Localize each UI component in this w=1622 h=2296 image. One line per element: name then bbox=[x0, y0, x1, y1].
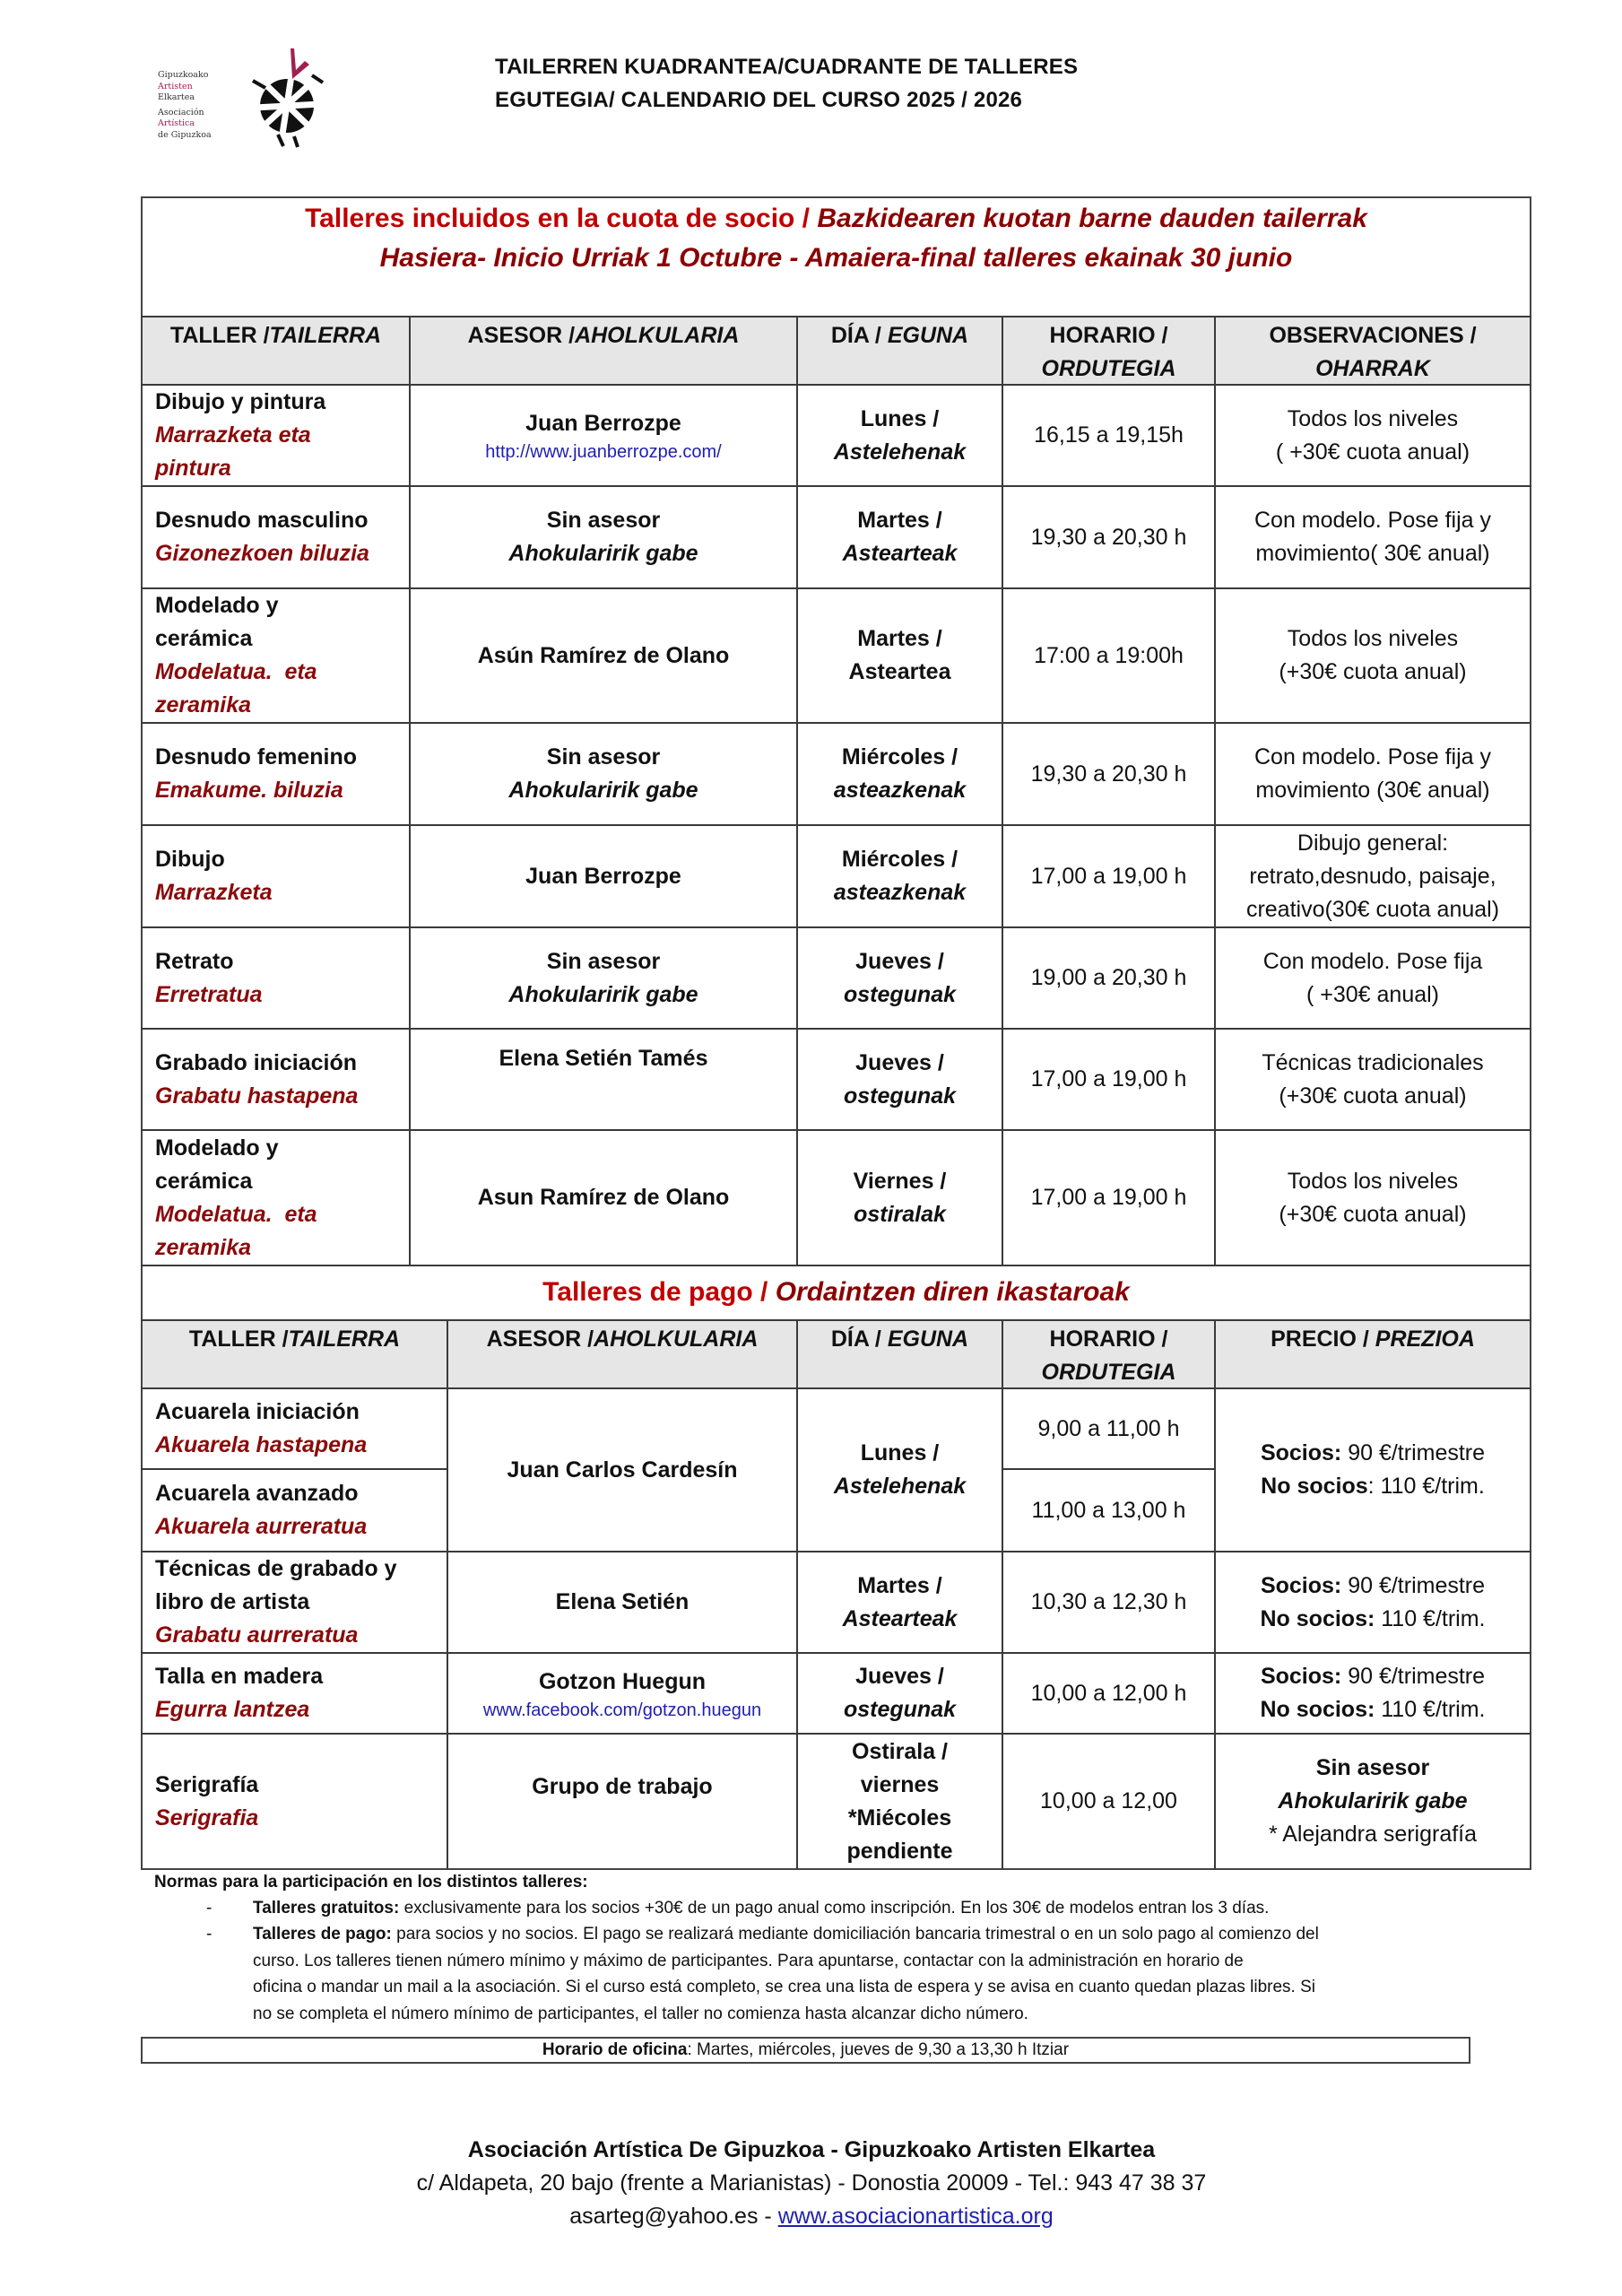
element bbox=[1261, 1437, 1485, 1470]
table-row-dia bbox=[798, 1552, 1002, 1652]
text-item1-label: Talleres gratuitos: bbox=[253, 1899, 400, 1918]
logo bbox=[152, 43, 332, 155]
text-es: HORARIO / bbox=[1049, 1326, 1168, 1352]
text-dia2: viernes bbox=[860, 1771, 940, 1797]
text-dia3: *Miécoles bbox=[847, 1805, 952, 1831]
table-row-dia bbox=[798, 1389, 1002, 1551]
element bbox=[1261, 1693, 1486, 1726]
table-row-dia bbox=[798, 1735, 1002, 1868]
table-row-horario bbox=[1003, 928, 1214, 1028]
table-row-asesor bbox=[411, 386, 796, 485]
element bbox=[294, 136, 298, 147]
asesor-website-link[interactable]: http://www.juanberrozpe.com/ bbox=[485, 442, 722, 462]
text-eu: TAILERRA bbox=[288, 1326, 401, 1352]
text-dia: Miércoles / bbox=[841, 744, 958, 770]
text-taller: Serigrafía bbox=[155, 1771, 259, 1797]
text-asesor: Elena Setién Tamés bbox=[499, 1046, 708, 1071]
section1-title-block bbox=[141, 199, 1531, 278]
table-row-taller bbox=[143, 826, 409, 926]
table-row-observaciones bbox=[1216, 1030, 1530, 1129]
text-price-socios-value: 90 €/trimestre bbox=[1341, 1440, 1486, 1465]
element bbox=[189, 1323, 400, 1356]
table-row-taller bbox=[143, 928, 409, 1028]
text-horario: 19,30 a 20,30 h bbox=[1030, 524, 1187, 550]
logo-line: de Gipuzkoa bbox=[158, 129, 212, 140]
text-es: DÍA / bbox=[830, 1326, 888, 1352]
text-obs2: (+30€ cuota anual) bbox=[1279, 659, 1467, 684]
text-tailerra: Serigrafia bbox=[155, 1805, 259, 1831]
text-tailerra: Gizonezkoen biluzia bbox=[155, 541, 369, 566]
text-obs1: Todos los niveles bbox=[1287, 626, 1459, 651]
table-row-asesor bbox=[448, 1654, 796, 1733]
text-dia: Martes / bbox=[857, 1572, 942, 1598]
footer bbox=[269, 2134, 1354, 2233]
column-header-dia bbox=[798, 1321, 1002, 1387]
column-header-dia bbox=[798, 317, 1002, 384]
text-eu: PREZIOA bbox=[1375, 1326, 1475, 1352]
text-dia: Martes / bbox=[857, 508, 942, 533]
text-obs2: movimiento (30€ anual) bbox=[1255, 778, 1490, 803]
footer-email[interactable]: asarteg@yahoo.es bbox=[569, 2204, 759, 2229]
text-tailerra: Modelatua. eta zeramika bbox=[155, 659, 324, 718]
text-sep: - bbox=[758, 2204, 778, 2229]
text-dia: Lunes / bbox=[860, 405, 940, 431]
text-asesor: Juan Carlos Cardesín bbox=[507, 1457, 738, 1483]
text-eguna: Astelehenak bbox=[833, 1474, 967, 1499]
table-row-asesor bbox=[448, 1735, 796, 1868]
text-tailerra: Marrazketa bbox=[155, 880, 273, 905]
asesor-facebook-link[interactable]: www.facebook.com/gotzon.huegun bbox=[482, 1700, 762, 1720]
text-price-socios-label: Socios: bbox=[1260, 1440, 1342, 1465]
text-obs2: ( +30€ anual) bbox=[1305, 981, 1440, 1007]
text-taller: Modelado y cerámica bbox=[155, 593, 279, 651]
text-eguna: Astearteak bbox=[842, 541, 958, 566]
table-row-taller bbox=[143, 1735, 447, 1868]
text-eu: ORDUTEGIA bbox=[1041, 1360, 1176, 1385]
table-row-dia bbox=[798, 1654, 1002, 1733]
table-row-observaciones bbox=[1216, 928, 1530, 1028]
logo-line: Elkartea bbox=[158, 92, 195, 102]
text-eguna: asteazkenak bbox=[833, 778, 967, 803]
text-tailerra2: Akuarela aurreratua bbox=[155, 1514, 368, 1539]
text-asesor-eu: Ahokularirik gabe bbox=[508, 541, 698, 566]
column-header-horario bbox=[1003, 317, 1214, 384]
text-horario: 10,00 a 12,00 h bbox=[1030, 1680, 1187, 1706]
text-horario: 10,00 a 12,00 bbox=[1040, 1788, 1177, 1813]
title-line-2: EGUTEGIA/ CALENDARIO DEL CURSO 2025 / 2026 bbox=[495, 88, 1023, 112]
text-item2-line4: no se completa el número mínimo de participantes, el taller no comienza hasta alcanzar dicho número. bbox=[253, 2004, 1028, 2023]
column-header-precio bbox=[1216, 1321, 1530, 1387]
text-obs2: (+30€ cuota anual) bbox=[1279, 1083, 1467, 1109]
text-taller: Dibujo y pintura bbox=[155, 389, 326, 414]
text-dia: Viernes / bbox=[853, 1168, 947, 1194]
text-eguna: Asteartea bbox=[848, 659, 951, 684]
text-eu: EGUNA bbox=[887, 323, 969, 348]
element: : bbox=[1367, 1474, 1375, 1499]
text-tailerra: Grabatu hastapena bbox=[155, 1083, 359, 1109]
text-precio1: Sin asesor bbox=[1315, 1755, 1430, 1780]
table-row-horario bbox=[1003, 386, 1214, 485]
text-precio3: * Alejandra serigrafía bbox=[1268, 1822, 1478, 1847]
text-asesor-eu: Ahokularirik gabe bbox=[508, 778, 698, 803]
text-es: TALLER / bbox=[169, 323, 270, 348]
text-item2-label: Talleres de pago: bbox=[253, 1925, 392, 1944]
section1-title-es: Talleres incluidos en la cuota de socio / bbox=[305, 204, 818, 233]
element bbox=[1271, 1323, 1475, 1356]
text-dia: Jueves / bbox=[855, 948, 944, 974]
table-row-asesor bbox=[411, 1131, 796, 1265]
text-obs3: creativo(30€ cuota anual) bbox=[1245, 896, 1500, 922]
footer-contact bbox=[269, 2200, 1354, 2233]
text-dia: Martes / bbox=[857, 626, 942, 651]
text-obs1: Con modelo. Pose fija bbox=[1262, 948, 1483, 974]
column-header-asesor bbox=[448, 1321, 796, 1387]
section2-title-eu: Ordaintzen diren ikastaroak bbox=[775, 1277, 1130, 1307]
table-row-precio bbox=[1216, 1552, 1530, 1652]
office-hours-text: : Martes, miércoles, jueves de 9,30 a 13,30 h Itziar bbox=[687, 2040, 1070, 2059]
table-row-asesor bbox=[448, 1389, 796, 1551]
table-row-taller bbox=[143, 1030, 409, 1129]
text-es: PRECIO / bbox=[1271, 1326, 1375, 1352]
text-es: HORARIO / bbox=[1049, 323, 1168, 348]
text-precio2: Ahokularirik gabe bbox=[1278, 1788, 1468, 1813]
text-asesor: Sin asesor bbox=[546, 948, 661, 974]
text-taller: Talla en madera bbox=[155, 1664, 324, 1689]
text-price-nosocios-label: No socios bbox=[1261, 1474, 1368, 1499]
column-header-horario bbox=[1003, 1321, 1214, 1387]
table-row-horario bbox=[1003, 1131, 1214, 1265]
text-price-nosocios-value: 110 €/trim. bbox=[1375, 1605, 1486, 1631]
element bbox=[468, 319, 740, 352]
table-row-precio bbox=[1216, 1735, 1530, 1868]
text-horario: 17,00 a 19,00 h bbox=[1030, 1066, 1187, 1091]
text-eguna: asteazkenak bbox=[833, 880, 967, 905]
logo-text bbox=[158, 70, 212, 141]
table-row-dia bbox=[798, 826, 1002, 926]
participation-rules bbox=[154, 1869, 1499, 2036]
table-row-horario bbox=[1003, 1552, 1214, 1652]
text-asesor: Sin asesor bbox=[546, 744, 661, 770]
text-eguna: Astearteak bbox=[842, 1605, 958, 1631]
text-tailerra: Emakume. biluzia bbox=[155, 778, 343, 803]
logo-line: Artisten bbox=[158, 81, 193, 91]
text-eu: EGUNA bbox=[887, 1326, 969, 1352]
title-line-1: TAILERREN KUADRANTEA/CUADRANTE DE TALLERES bbox=[495, 55, 1079, 79]
element bbox=[487, 1323, 759, 1356]
text-horario: 10,30 a 12,30 h bbox=[1030, 1589, 1187, 1614]
table-row-horario bbox=[1003, 1735, 1214, 1868]
text-asesor: Sin asesor bbox=[546, 508, 661, 533]
table-row-taller bbox=[143, 386, 409, 485]
text-tailerra: Erretratua bbox=[155, 981, 263, 1007]
logo-line: Artística bbox=[158, 118, 195, 128]
text-horario: 17,00 a 19,00 h bbox=[1030, 863, 1187, 889]
divider bbox=[141, 1265, 1531, 1266]
text-asesor-eu: Ahokularirik gabe bbox=[508, 981, 698, 1007]
text-horario: 17,00 a 19,00 h bbox=[1030, 1185, 1187, 1210]
text-asesor: Juan Berrozpe bbox=[525, 411, 681, 436]
text-taller: Retrato bbox=[155, 948, 234, 974]
table-row-taller bbox=[143, 1131, 409, 1265]
text-obs2: movimiento( 30€ anual) bbox=[1255, 541, 1490, 566]
text-eguna: Astelehenak bbox=[833, 439, 967, 465]
table-row-taller bbox=[143, 1654, 447, 1733]
text-item1-text: exclusivamente para los socios +30€ de un pago anual como inscripción. En los 30€ de modelos entran los 3 días. bbox=[399, 1899, 1270, 1918]
table-row-dia bbox=[798, 928, 1002, 1028]
table-row-horario bbox=[1003, 724, 1214, 824]
column-header-observaciones bbox=[1216, 317, 1530, 384]
logo-line: Asociación bbox=[158, 107, 204, 117]
table-row-horario bbox=[1003, 589, 1214, 722]
office-hours-label: Horario de oficina bbox=[542, 2040, 688, 2059]
table-row-observaciones bbox=[1216, 724, 1530, 824]
text-taller: Desnudo femenino bbox=[155, 744, 358, 770]
text-dia: Lunes / bbox=[860, 1440, 940, 1465]
text-price-socios-value: 90 €/trimestre bbox=[1341, 1572, 1486, 1598]
element bbox=[1261, 1470, 1485, 1503]
text-dia1: Ostirala / bbox=[852, 1738, 948, 1764]
element bbox=[253, 1921, 1598, 1948]
table-row-taller bbox=[143, 487, 409, 587]
element bbox=[1261, 1603, 1486, 1636]
text-taller: Dibujo bbox=[155, 847, 225, 872]
footer-org: Asociación Artística De Gipuzkoa - Gipuzkoako Artisten Elkartea bbox=[467, 2137, 1156, 2162]
text-obs1: Todos los niveles bbox=[1287, 405, 1459, 431]
text-asesor: Asún Ramírez de Olano bbox=[477, 642, 730, 668]
text-obs2: retrato,desnudo, paisaje, bbox=[1249, 863, 1496, 889]
table-row-observaciones bbox=[1216, 386, 1530, 485]
text-dia4: pendiente bbox=[846, 1838, 953, 1864]
text-item2-line3: oficina o mandar un mail a la asociación. Si el curso está completo, se crea una lista de espera y se avisa en cuanto quedan plazas libres. Si bbox=[253, 1978, 1315, 1996]
column-header-taller bbox=[143, 317, 409, 384]
text-eu: TAILERRA bbox=[269, 323, 382, 348]
text-obs1: Con modelo. Pose fija y bbox=[1253, 508, 1492, 533]
text-asesor: Juan Berrozpe bbox=[525, 863, 681, 889]
text-dia: Jueves / bbox=[855, 1664, 944, 1689]
text-eu: AHOLKULARIA bbox=[594, 1326, 759, 1352]
text-eu: AHOLKULARIA bbox=[575, 323, 740, 348]
text-es: OBSERVACIONES / bbox=[1269, 323, 1477, 348]
table-row-asesor bbox=[411, 487, 796, 587]
table-row-dia bbox=[798, 724, 1002, 824]
table-row-taller bbox=[143, 1470, 447, 1551]
text-asesor: Grupo de trabajo bbox=[532, 1774, 713, 1799]
section1-subtitle: Hasiera- Inicio Urriak 1 Octubre - Amaiera-final talleres ekainak 30 junio bbox=[379, 243, 1293, 273]
section2-title bbox=[141, 1273, 1531, 1312]
table-row-dia bbox=[798, 487, 1002, 587]
table-row-dia bbox=[798, 589, 1002, 722]
text-taller: Grabado iniciación bbox=[155, 1049, 358, 1075]
element bbox=[1261, 1660, 1485, 1693]
table-row-observaciones bbox=[1216, 826, 1530, 926]
text-horario2: 11,00 a 13,00 h bbox=[1031, 1497, 1186, 1523]
text-taller2: Acuarela avanzado bbox=[155, 1481, 359, 1506]
logo-line: Gipuzkoako bbox=[158, 70, 209, 80]
table-row-asesor bbox=[448, 1552, 796, 1652]
text-tailerra: Modelatua. eta zeramika bbox=[155, 1201, 324, 1260]
text-price-nosocios-label-colon: No socios: bbox=[1260, 1605, 1375, 1631]
text-es: ASESOR / bbox=[467, 323, 576, 348]
text-taller: Técnicas de grabado y libro de artista bbox=[155, 1556, 397, 1614]
element bbox=[1261, 1570, 1485, 1603]
text-price-socios-label: Socios: bbox=[1260, 1572, 1342, 1598]
footer-address: c/ Aldapeta, 20 bajo (frente a Marianistas) - Donostia 20009 - Tel.: 943 47 38 37 bbox=[416, 2170, 1207, 2196]
table-row-dia bbox=[798, 1131, 1002, 1265]
text-asesor: Elena Setién bbox=[555, 1589, 690, 1614]
text-price-nosocios-value: 110 €/trim. bbox=[1375, 1697, 1486, 1722]
element bbox=[170, 319, 381, 352]
section1-title bbox=[141, 199, 1531, 239]
text-es: DÍA / bbox=[830, 323, 888, 348]
text-horario1: 9,00 a 11,00 h bbox=[1037, 1415, 1180, 1441]
table-row-observaciones bbox=[1216, 589, 1530, 722]
text-es: TALLER / bbox=[188, 1326, 289, 1352]
rule-free-workshops bbox=[253, 1895, 1598, 1922]
table-row-taller bbox=[143, 1389, 447, 1468]
table-row-observaciones bbox=[1216, 487, 1530, 587]
text-taller: Desnudo masculino bbox=[155, 508, 369, 533]
text-obs2: ( +30€ cuota anual) bbox=[1275, 439, 1470, 465]
logo-star-icon bbox=[242, 43, 332, 151]
office-hours-box bbox=[141, 2037, 1470, 2064]
table-row-asesor bbox=[411, 724, 796, 824]
table-row-taller bbox=[143, 589, 409, 722]
table-row-dia bbox=[798, 1030, 1002, 1129]
text-asesor: Asun Ramírez de Olano bbox=[477, 1185, 730, 1210]
table-row-asesor bbox=[411, 1030, 796, 1129]
text-dia: Miércoles / bbox=[841, 847, 958, 872]
element bbox=[831, 1323, 968, 1356]
table-row-precio bbox=[1216, 1654, 1530, 1733]
text-eguna: ostegunak bbox=[843, 1697, 957, 1722]
text-price-socios-value: 90 €/trimestre bbox=[1341, 1664, 1486, 1689]
text-obs1: Con modelo. Pose fija y bbox=[1253, 744, 1492, 770]
text-horario: 19,00 a 20,30 h bbox=[1030, 965, 1187, 990]
table-row-horario bbox=[1003, 1654, 1214, 1733]
table-row-observaciones bbox=[1216, 1131, 1530, 1265]
text-horario: 19,30 a 20,30 h bbox=[1030, 761, 1187, 787]
text-obs1: Todos los niveles bbox=[1287, 1168, 1459, 1194]
table-row-asesor bbox=[411, 826, 796, 926]
footer-website-link[interactable]: www.asociacionartistica.org bbox=[777, 2204, 1054, 2229]
rule-paid-workshops bbox=[253, 1921, 1598, 2027]
text-price-socios-label: Socios: bbox=[1260, 1664, 1342, 1689]
text-es: ASESOR / bbox=[486, 1326, 594, 1352]
table-row-horario bbox=[1003, 1030, 1214, 1129]
text-asesor: Gotzon Huegun bbox=[538, 1668, 707, 1694]
table-row-dia bbox=[798, 386, 1002, 485]
column-header-asesor bbox=[411, 317, 796, 384]
table-row-taller bbox=[143, 1552, 447, 1652]
text-eguna: ostiralak bbox=[854, 1201, 946, 1227]
text-horario: 17:00 a 19:00h bbox=[1034, 642, 1184, 668]
text-tailerra1: Akuarela hastapena bbox=[155, 1432, 368, 1457]
text-eu: ORDUTEGIA bbox=[1041, 356, 1176, 381]
text-item2-line2: curso. Los talleres tienen número mínimo y máximo de participantes. Para apuntarse, contactar con la administración en horario de bbox=[253, 1951, 1244, 1970]
table-row-horario bbox=[1003, 1470, 1214, 1551]
text-obs2: (+30€ cuota anual) bbox=[1279, 1201, 1467, 1227]
rules-heading: Normas para la participación en los distintos talleres: bbox=[154, 1873, 588, 1892]
text-eguna: ostegunak bbox=[843, 1083, 957, 1109]
section1-title-eu: Bazkidearen kuotan barne dauden tailerrak bbox=[817, 204, 1367, 233]
bullet: - bbox=[206, 1925, 213, 1944]
column-header-taller bbox=[143, 1321, 447, 1387]
table-row-asesor bbox=[411, 589, 796, 722]
table-row-asesor bbox=[411, 928, 796, 1028]
section2-title-block bbox=[141, 1273, 1531, 1312]
table-row-horario bbox=[1003, 1389, 1214, 1468]
bullet: - bbox=[206, 1899, 213, 1918]
text-price-nosocios-value: 110 €/trim. bbox=[1374, 1474, 1485, 1499]
text-eu: OHARRAK bbox=[1315, 356, 1430, 381]
table-row-taller bbox=[143, 724, 409, 824]
text-obs1: Dibujo general: bbox=[1297, 830, 1449, 856]
text-tailerra: Egurra lantzea bbox=[155, 1697, 310, 1722]
document-title bbox=[495, 50, 1302, 117]
table-row-precio bbox=[1216, 1389, 1530, 1551]
text-item2-line1: para socios y no socios. El pago se realizará mediante domiciliación bancaria trimestral o en un solo pago al comienzo del bbox=[391, 1925, 1319, 1944]
element bbox=[291, 48, 309, 79]
table-row-horario bbox=[1003, 826, 1214, 926]
text-horario: 16,15 a 19,15h bbox=[1034, 422, 1184, 448]
text-tailerra: Grabatu aurreratua bbox=[155, 1622, 359, 1648]
table-row-horario bbox=[1003, 487, 1214, 587]
text-taller1: Acuarela iniciación bbox=[155, 1399, 360, 1424]
text-price-nosocios-label-colon: No socios: bbox=[1260, 1697, 1375, 1722]
element bbox=[831, 319, 968, 352]
text-obs1: Técnicas tradicionales bbox=[1262, 1049, 1484, 1075]
text-eguna: ostegunak bbox=[843, 981, 957, 1007]
text-taller: Modelado y cerámica bbox=[155, 1135, 279, 1194]
text-dia: Jueves / bbox=[855, 1049, 944, 1075]
section2-title-es: Talleres de pago / bbox=[542, 1277, 776, 1307]
text-tailerra: Marrazketa eta pintura bbox=[155, 422, 311, 481]
